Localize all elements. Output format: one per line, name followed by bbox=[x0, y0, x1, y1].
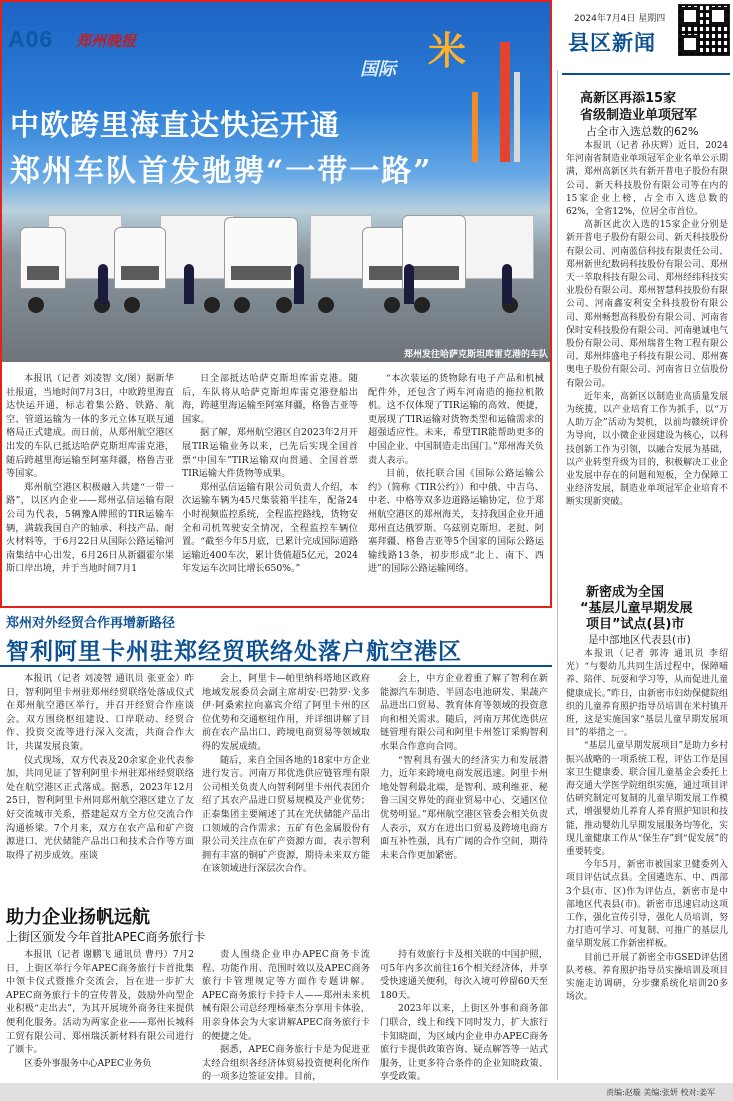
photo-caption: 郑州发往哈萨克斯坦库雷克港的车队 bbox=[404, 350, 549, 360]
right-story2-title2: “基层儿童早期发展 bbox=[580, 601, 693, 616]
qr-code-icon[interactable] bbox=[678, 4, 730, 56]
right-story1-title: 高新区再添15家 bbox=[580, 91, 677, 106]
lead-col-3: “本次装运的货物除有电子产品和机械配件外，还包含了两车河南造的拖拉机散机。这不仅体现了TIR运输的高效、便捷，更展现了TIR运输对货物类型和运输需求的超强适应性。未来，希望TIR能帮助更多的中国企业、中国制造走出国门。”郑州海关负责人表示。 目前，依托联合国《国际公路运输公约》（简称《TIR公约》）和中俄、中吉乌、中老、中格等双多边道路运输协定，位于郑州航空港区的郑州海关，支持我国企业开通郑州直达俄罗斯、乌兹别克斯坦、老挝、阿塞拜疆、格鲁吉亚等5个国家的国际公路运输线路13条，初步形成“北上、南下、西进”的国际公路运输网络。 bbox=[368, 373, 544, 575]
editors-credit: 责编:赵璇 美编:张妍 校对:姜军 bbox=[606, 1088, 716, 1097]
right-story2-subtitle: 是中部地区代表县(市) bbox=[588, 634, 691, 646]
right-column-rule bbox=[562, 73, 730, 75]
right-story1-title2: 省级制造业单项冠军 bbox=[580, 108, 698, 123]
story3-title: 助力企业扬帆远航 bbox=[6, 907, 150, 928]
lead-headline-line2: 郑州车队首发驰骋“一带一路” bbox=[10, 154, 433, 189]
right-story2-body: 本报讯（记者 郭涛 通讯员 李绍光）“与婴幼儿共同生活过程中，保障哺养、陪伴、玩耍和学习等，从而促进儿童健康成长。”昨日，由新密市妇幼保健院组织的儿童养育照护指导员培训在米村镇开班，这是实施国家“基层儿童早期发展项目”的举措之一。 “基层儿童早期发展项目”是助力乡村振兴战略的一项系统工程，评估工作是国家卫生健康委、联合国儿童基金会委托上海交通大学医学院组织实施，通过项目评估研究制定可复制的儿童早期发展工作模式，增强婴幼儿养育人养育照护知识和技能，推动婴幼儿早期发展服务均等化，实现儿童健康工作从“保生存”到“促发展”的重要转变。 今年5月，新密市被国家卫健委列入项目评估试点县。全国遴选东、中、西部3个县(市、区)作为评估点，新密市是中部地区代表县(市)。新密市迅速启动这项工作，强化宣传引导，强化人员培训，努力打造可学习、可复制、可推广的基层儿童早期发展工作新密样板。 目前已开展了新密全市GSED评估团队考核、养育照护指导员实操培训及项目实施走访调研，分步骤系统化培训20多场次。 bbox=[566, 649, 728, 1003]
story2-col-1: 本报讯（记者 刘凌智 通讯员 张亚金）昨日，智利阿里卡州驻郑州经贸联络处落成仪式在郑州航空港区举行，并召开经贸合作座谈会。双方围绕枢纽建设、口岸联动、经贸合作、投资交流等进行深入交流，共商合作大计，共谋发展良策。 仪式现场，双方代表及20余家企业代表参加，共同见证了智利阿里卡州驻郑州经贸联络处在航空港区正式落成。据悉，2023年12月25日，智利阿里卡州同郑州航空港区建立了友好交流城市关系，搭建起双方全方位交流合作沟通桥梁。7个月来，双方在农产品和矿产资源进口、光伏储能产品出口和技术合作等方面取得了初步成效。座谈 bbox=[6, 673, 194, 861]
right-story1-subtitle: 占全市入选总数的62% bbox=[586, 125, 699, 138]
lead-col-2: 日全部抵达哈萨克斯坦库雷克港。随后，车队将从哈萨克斯坦库雷克港登船出海，跨越里海运输至阿塞拜疆，格鲁吉亚等国家。 据了解，郑州航空港区自2023年2月开展TIR运输业务以来，已先后实现全国首票“中国车”TIR运输双向贯通、全国首票TIR运输大件货物等成果。 郑州弘信运输有限公司负责人介绍，本次运输车辆为45尺集装箱半挂车，配备24小时视频监控系统，全程监控路线，货物安全和司机驾驶安全情况，全程监控车辆位置。“截至今年5月底，已累计完成国际道路运输近400车次，累计货值超5亿元，2024年发运车次同比增长650%。” bbox=[182, 373, 358, 575]
section-label-graphic: 米 bbox=[428, 29, 467, 73]
story3-col-2: 责人围绕企业申办APEC商务卡流程、功能作用、范围时效以及APEC商务旅行卡管理规定等方面作专题讲解。APEC商务旅行卡持卡人——郑州未来机械有限公司总经理杨豪杰分享用卡体验，用亲身体会为大家讲解APEC商务旅行卡的便捷之处。 据悉，APEC商务旅行卡是为促进亚太经合组织各经济体贸易投资便利化所作的一项多边签证安排。目前， bbox=[202, 949, 370, 1083]
story3-subtitle: 上街区颁发今年首批APEC商务旅行卡 bbox=[6, 930, 206, 944]
story2-kicker: 郑州对外经贸合作再增新路径 bbox=[6, 616, 176, 631]
story2-col-3: 会上，中方企业着重了解了智利在新能源汽车制造、半固态电池研发、果蔬产品进出口贸易、教育体育等领域的投资意向和相关需求。随后，河南万邦优选供应链管理有限公司和阿里卡州签订采购智利水果合作意向合同。 “智利具有强大的经济实力和发展潜力，近年来跨境电商发展迅速。阿里卡州地处智利最北端，是智利、玻利维亚、秘鲁三国交界处的商业贸易中心、交通区位优势明显。”郑州航空港区管委会相关负责人表示，双方在进出口贸易及跨境电商方面互补性强，具有广阔的合作空间，期待未来合作更加紧密。 bbox=[380, 673, 548, 861]
page-number: A06 bbox=[8, 26, 54, 52]
newspaper-logo: 郑州晚报 bbox=[76, 32, 137, 50]
story3-col-1: 本报讯（记者 谢鹏飞 通讯员 曹丹）7月2日，上街区举行今年APEC商务旅行卡首批集中领卡仪式暨推介交流会，旨在进一步扩大APEC商务旅行卡的宣传普及，鼓励外向型企业积极“走出去”，为其开展境外商务往来提供便利化服务。活动为两家企业——郑州长城科工贸有限公司、郑州瑞沃新材料有限公司进行了颁卡。 区委外事服务中心APEC业务负 bbox=[6, 949, 194, 1069]
right-story2-title3: 项目”试点(县)市 bbox=[586, 617, 685, 632]
story2-col-2: 会上，阿里卡—帕里纳科塔地区政府地域发展委员会副主席胡安·巴勃罗·戈多伊·阿桑索拉向嘉宾介绍了阿里卡州的区位优势和交通枢纽作用，并详细讲解了目前在农产品出口、跨境电商贸易等领域取得的发展成绩。 随后，来自全国各地的18家中方企业进行发言。河南万邦优选供应链管理有限公司相关负责人向智利阿里卡州代表团介绍了其农产品进口贸易规模及产业优势；正泰集团主要阐述了其在光伏储能产品出口领域的合作需求；五矿有色金属股份有限公司关注点在矿产资源方面，表示智利拥有丰富的铜矿产资源，期待未来双方能在该领域进行深层次合作。 bbox=[202, 673, 370, 875]
right-story1-body: 本报讯（记者 孙庆辉）近日，2024年河南省制造业单项冠军企业名单公示期满，郑州高新区共有新开普电子股份有限公司、新天科技股份有限公司等在内的15家企业上榜，占全市入选总数的62%，全省12%，位居全市首位。 高新区此次入选的15家企业分别是新开普电子股份有限公司、新天科技股份有限公司、河南蓝信科技有限责任公司、郑州新世纪数码科技股份有限公司、郑州天一萃取科技有限公司、郑州经纬科技实业股份有限公司、郑州智慧科技股份有限公司、河南鑫安利安全科技股份有限公司、郑州畅想高科股份有限公司、河南省保时安科技股份有限公司、河南驰诚电气股份有限公司、郑州瑞普生物工程有限公司、郑州炜盛电子科技有限公司、郑州赛奥电子股份有限公司、河南省日立信股份有限公司。 近年来，高新区以制造业高质量发展为统揽，以产业培育工作为抓手，以“万人助万企”活动为契机，以前均赣统评价为导向，以小微企业园建设为核心，以科技创新工作为引领，以融合发展为基础，以产业转型升级为目的，积极解决工业企业发展中存在的问题和短板，全力保障工业经济发展，制造业单项冠军企业培育不断实现新突破。 bbox=[566, 141, 728, 508]
story3-col-3: 持有效旅行卡及相关联的中国护照，可5年内多次前往16个相关经济体，并享受快速通关便利，每次入境可停留60天至180天。 2023年以来，上街区外事和商务部门联合，线上和线下同时发力，扩大旅行卡知晓面，为区域内企业申办APEC商务旅行卡提供政策咨询、疑点解答等一站式服务，让更多符合条件的企业知晓政策、享受政策。 bbox=[380, 949, 548, 1083]
section-label-international: 国际 bbox=[360, 59, 396, 80]
section-title: 县区新闻 bbox=[568, 31, 656, 55]
right-story2-title: 新密成为全国 bbox=[586, 585, 665, 600]
lead-headline-line1: 中欧跨里海直达快运开通 bbox=[10, 108, 341, 142]
lead-col-1: 本报讯（记者 刘凌智 文/图）据新华社报道，当地时间7月3日，中欧跨里海直达快运开通，标志着集公路、铁路、航空、管道运输为一体的多元立体互联互通格局正式建成。而日前，从郑州航空港区出发的车队已抵达哈萨克斯坦库雷克港，随后跨越里海运输至阿塞拜疆，格鲁吉亚等国家。 郑州航空港区积极融入共建“一带一路”，以区内企业——郑州弘信运输有限公司为代表，5辆豫A牌照的TIR运输车辆，满载我国自产的轴承、科技产品、耐火材料等，于6月22日从国际公路运输河南集结中心出发，6月26日从新疆霍尔果斯口岸出境，并于当地时间7月1 bbox=[6, 373, 174, 575]
issue-date: 2024年7月4日 星期四 bbox=[574, 14, 666, 24]
story2-rule bbox=[0, 665, 552, 667]
story2-title: 智利阿里卡州驻郑经贸联络处落户航空港区 bbox=[6, 639, 462, 665]
column-divider bbox=[557, 70, 558, 1080]
